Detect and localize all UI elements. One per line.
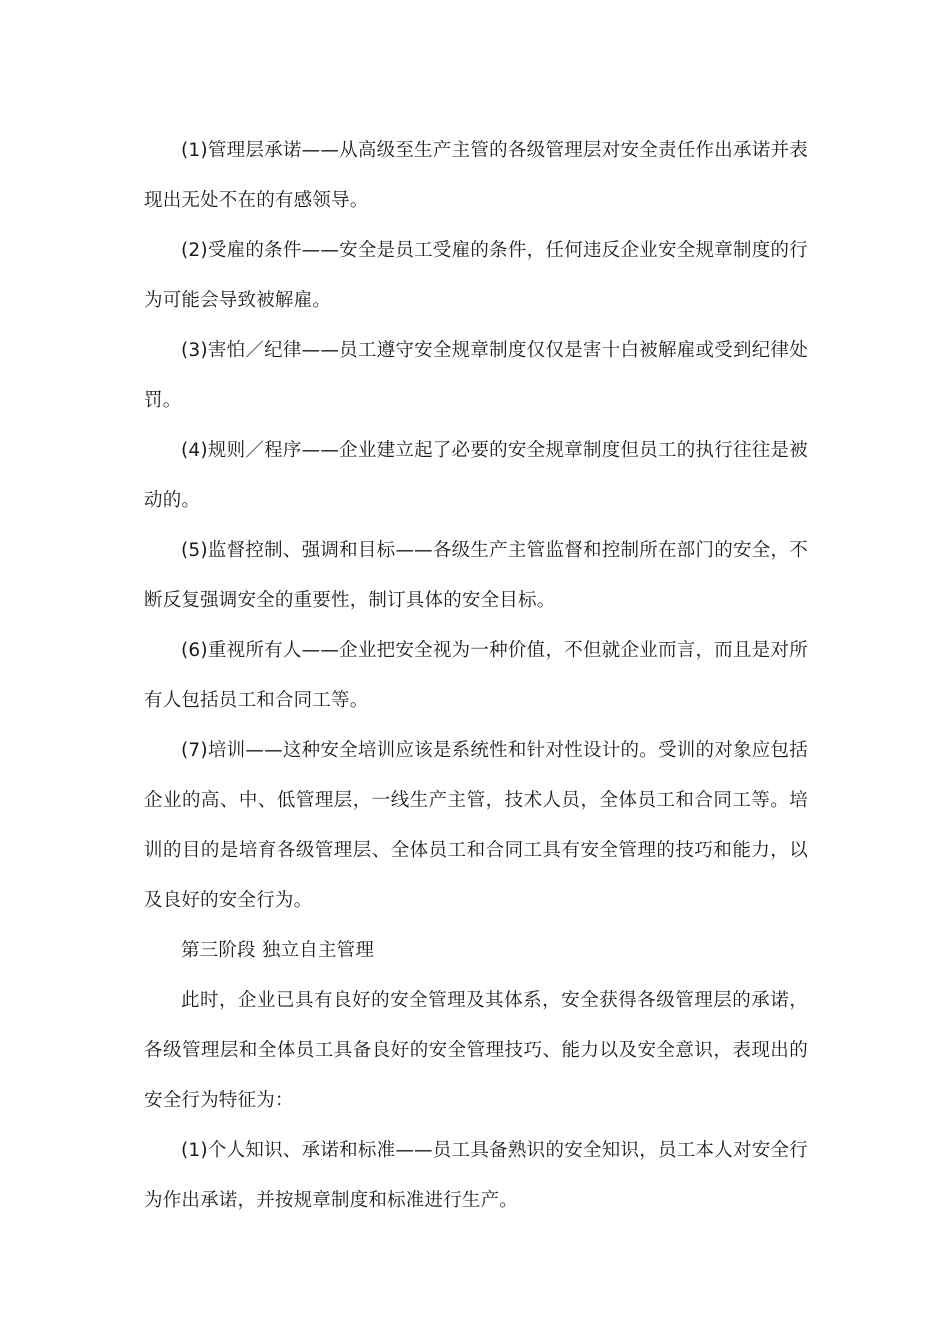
paragraph-management-commitment: (1)管理层承诺——从高级至生产主管的各级管理层对安全责任作出承诺并表现出无处不在的有感领导。 [144, 140, 808, 211]
paragraph-personal-knowledge: (1)个人知识、承诺和标准——员工具备熟识的安全知识，员工本人对安全行为作出承诺，并按规章制度和标准进行生产。 [144, 1140, 808, 1211]
paragraph-training: (7)培训——这种安全培训应该是系统性和针对性设计的。受训的对象应包括企业的高、中、低管理层，一线生产主管，技术人员，全体员工和合同工等。培训的目的是培育各级管理层、全体员工和合同工具有安全管理的技巧和能力，以及良好的安全行为。 [144, 740, 808, 911]
paragraph-value-all-people: (6)重视所有人——企业把安全视为一种价值，不但就企业而言，而且是对所有人包括员工和合同工等。 [144, 640, 808, 711]
paragraph-fear-discipline: (3)害怕／纪律——员工遵守安全规章制度仅仅是害十白被解雇或受到纪律处罚。 [144, 340, 808, 411]
document-body [144, 126, 808, 1226]
section-heading-stage-three: 第三阶段 独立自主管理 [181, 940, 375, 961]
paragraph-rules-procedures: (4)规则／程序——企业建立起了必要的安全规章制度但员工的执行往往是被动的。 [144, 440, 808, 511]
paragraph-employment-condition: (2)受雇的条件——安全是员工受雇的条件，任何违反企业安全规章制度的行为可能会导致被解雇。 [144, 240, 808, 311]
paragraph-stage-three-intro: 此时，企业已具有良好的安全管理及其体系，安全获得各级管理层的承诺，各级管理层和全体员工具备良好的安全管理技巧、能力以及安全意识，表现出的安全行为特征为： [144, 990, 808, 1111]
paragraph-supervision-control: (5)监督控制、强调和目标——各级生产主管监督和控制所在部门的安全，不断反复强调安全的重要性，制订具体的安全目标。 [144, 540, 808, 611]
